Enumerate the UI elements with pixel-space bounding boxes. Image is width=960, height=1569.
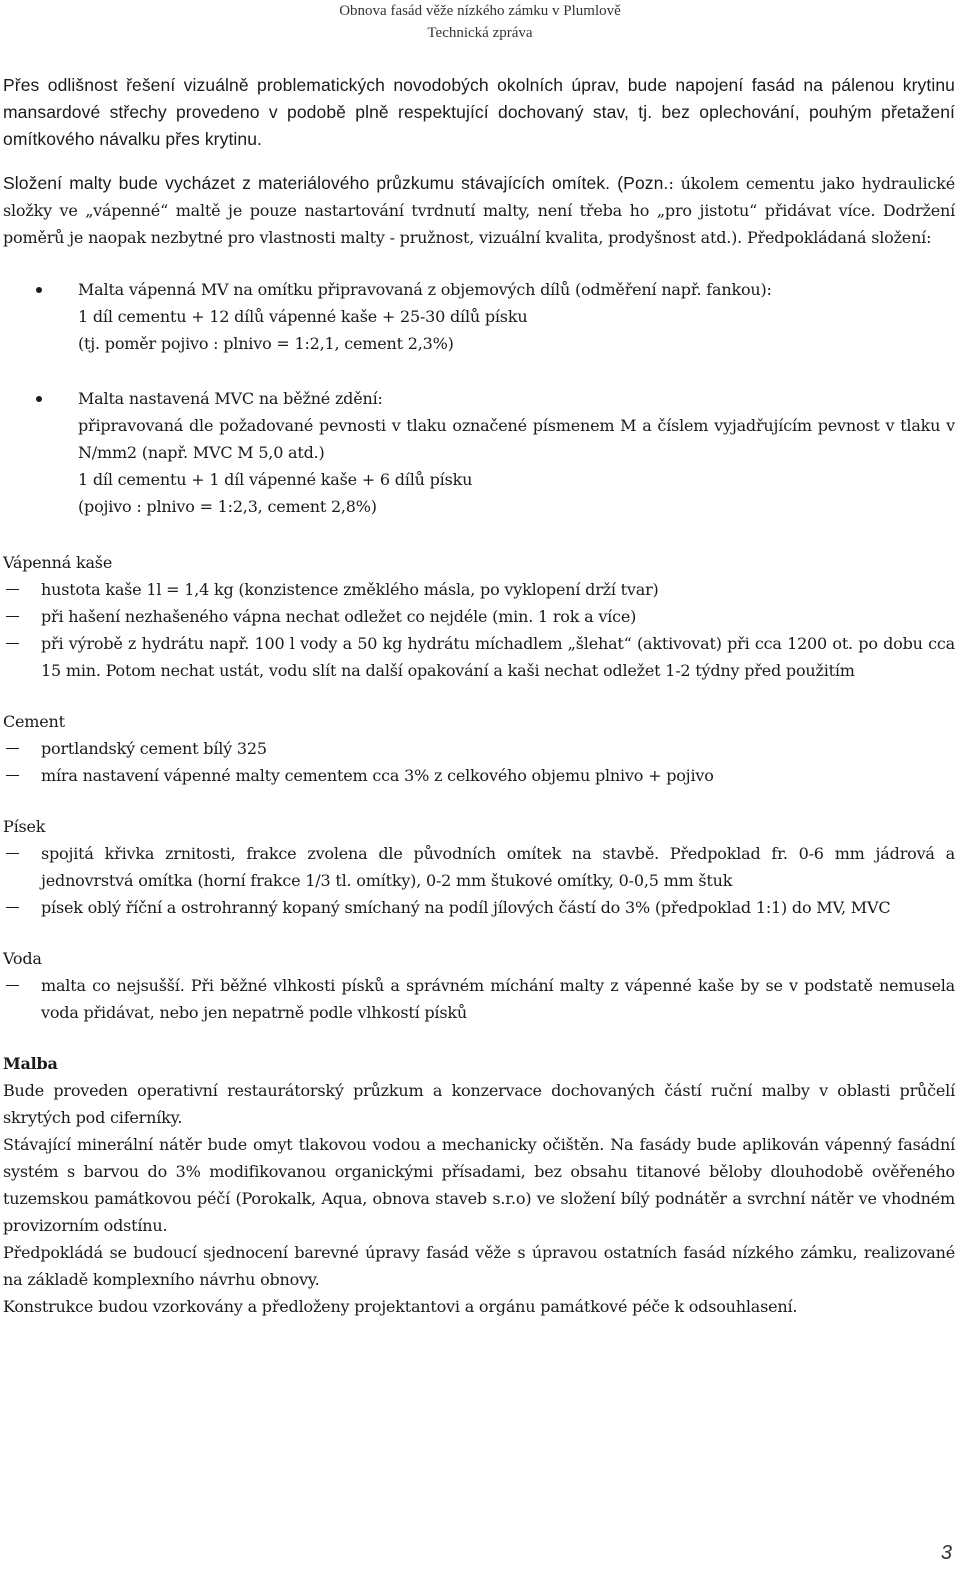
page-header (0, 0, 960, 44)
section-heading-malba: Malba (3, 1054, 58, 1073)
list-item-text: při výrobě z hydrátu např. 100 l vody a 50 kg hydrátu míchadlem „šlehat“ (aktivovat) při cca 1200 ot. po dobu cca 15 min. Potom nechat ustát, vodu slít na další opakování a kaši nechat odležet 1-2 týdny před použitím (41, 634, 955, 680)
section-heading: Písek (3, 817, 46, 836)
list-item-text: portlandský cement bílý 325 (41, 739, 267, 758)
intro-paragraph-2-rest: : úkolem cementu jako hydraulické složky ve „vápenné“ maltě je pouze nastartování tvrdnutí malty, není třeba ho „pro jistotu“ přidávat více. Dodržení poměrů je naopak nezbytné pro vlastnosti malty - pružnost, vizuální kvalita, prodyšnost atd.). Předpokládaná složení: (3, 174, 955, 247)
list-item (3, 735, 955, 762)
section-heading: Vápenná kaše (3, 553, 113, 572)
dash-icon (6, 853, 19, 854)
list-item-text: malta co nejsušší. Při běžné vlhkosti písků a správném míchání malty z vápenné kaše by se v podstatě nemusela voda přidávat, nebo jen nepatrně podle vlhkostí písků (41, 976, 955, 1022)
section-pisek (3, 813, 955, 921)
bullet-line: (pojivo : plnivo = 1:2,3, cement 2,8%) (78, 497, 377, 516)
section-malba (3, 1050, 955, 1320)
bullet-line: 1 díl cementu + 1 díl vápenné kaše + 6 dílů písku (78, 470, 473, 489)
mortar-item-mvc (3, 385, 955, 520)
document-body (3, 72, 955, 1320)
header-subtitle: Technická zpráva (427, 25, 533, 41)
list-item (3, 630, 955, 684)
dash-icon (6, 589, 19, 590)
intro-paragraph-2 (3, 170, 955, 251)
list-item (3, 576, 955, 603)
list-item (3, 840, 955, 894)
dash-icon (6, 616, 19, 617)
bullet-line: Malta nastavená MVC na běžné zdění: (78, 389, 383, 408)
bullet-icon (36, 287, 42, 293)
mortar-list (3, 276, 955, 520)
malba-paragraph: Konstrukce budou vzorkovány a předloženy projektantovi a orgánu památkové péče k odsouhlasení. (3, 1297, 798, 1316)
intro-paragraph-1: Přes odlišnost řešení vizuálně problematických novodobých okolních úprav, bude napojení fasád na pálenou krytinu mansardové střechy provedeno v podobě plně respektující dochovaný stav, tj. bez oplechování, pouhým přetažení omítkového návalku přes krytinu. (3, 75, 955, 149)
dash-icon (6, 985, 19, 986)
list-item-text: míra nastavení vápenné malty cementem cca 3% z celkového objemu plnivo + pojivo (41, 766, 714, 785)
section-heading: Voda (3, 949, 42, 968)
mortar-item-mv (3, 276, 955, 357)
bullet-icon (36, 396, 42, 402)
list-item (3, 762, 955, 789)
dash-icon (6, 748, 19, 749)
bullet-line: 1 díl cementu + 12 dílů vápenné kaše + 25-30 dílů písku (78, 307, 528, 326)
list-item-text: spojitá křivka zrnitosti, frakce zvolena dle původních omítek na stavbě. Předpoklad fr. 0-6 mm jádrová a jednovrstvá omítka (horní frakce 1/3 tl. omítky), 0-2 mm štukové omítky, 0-0,5 mm štuk (41, 844, 955, 890)
section-vapenna-kase (3, 549, 955, 684)
header-title: Obnova fasád věže nízkého zámku v Plumlově (339, 3, 621, 19)
list-item (3, 972, 955, 1026)
section-voda (3, 945, 955, 1026)
bullet-line: Malta vápenná MV na omítku připravovaná z objemových dílů (odměření např. fankou): (78, 280, 772, 299)
list-item-text: hustota kaše 1l = 1,4 kg (konzistence změklého másla, po vyklopení drží tvar) (41, 580, 659, 599)
dash-icon (6, 775, 19, 776)
section-cement (3, 708, 955, 789)
dash-icon (6, 907, 19, 908)
dash-icon (6, 643, 19, 644)
list-item-text: písek oblý říční a ostrohranný kopaný smíchaný na podíl jílových částí do 3% (předpoklad 1:1) do MV, MVC (41, 898, 891, 917)
page-number: 3 (940, 1542, 952, 1564)
list-item (3, 603, 955, 630)
malba-paragraph: Předpokládá se budoucí sjednocení barevné úpravy fasád věže s úpravou ostatních fasád nízkého zámku, realizované na základě komplexního návrhu obnovy. (3, 1243, 955, 1289)
bullet-line: (tj. poměr pojivo : plnivo = 1:2,1, cement 2,3%) (78, 334, 454, 353)
list-item-text: při hašení nezhašeného vápna nechat odležet co nejdéle (min. 1 rok a více) (41, 607, 637, 626)
list-item (3, 894, 955, 921)
malba-paragraph: Bude proveden operativní restaurátorský průzkum a konzervace dochovaných částí ruční malby v oblasti průčelí skrytých pod ciferníky. (3, 1081, 955, 1127)
bullet-line: připravovaná dle požadované pevnosti v tlaku označené písmenem M a číslem vyjadřujícím pevnost v tlaku v N/mm2 (např. MVC M 5,0 atd.) (78, 416, 955, 462)
section-heading: Cement (3, 712, 65, 731)
intro-paragraph-2-lead: Složení malty bude vycházet z materiálového průzkumu stávajících omítek. (Pozn. (3, 173, 669, 193)
malba-paragraph: Stávající minerální nátěr bude omyt tlakovou vodou a mechanicky očištěn. Na fasády bude aplikován vápenný fasádní systém s barvou do 3% modifikovanou organickými přísadami, bez obsahu titanové běloby dlouhodobě ověřeného tuzemskou památkovou péčí (Porokalk, Aqua, obnova staveb s.r.o) ve složení bílý podnátěr a svrchní nátěr ve vhodném provizorním odstínu. (3, 1135, 955, 1235)
